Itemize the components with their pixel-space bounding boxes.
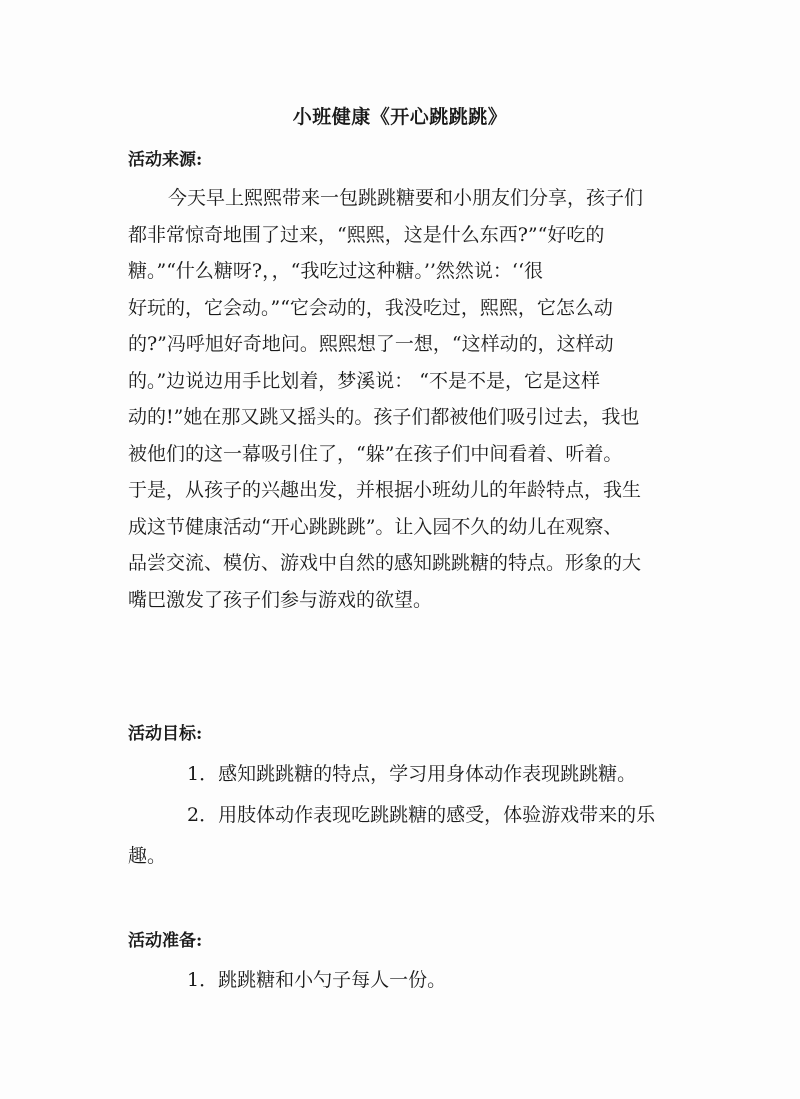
paragraph-line: 的。”边说边用手比划着，梦溪说： “不是不是，它是这样 — [128, 369, 600, 392]
prep-item-1 — [128, 962, 673, 998]
list-item-text: 1．跳跳糖和小勺子每人一份。 — [187, 969, 447, 991]
paragraph-line: 的?”冯呼旭好奇地问。熙熙想了一想，“这样动的，这样动 — [128, 333, 614, 355]
goal-item-2 — [128, 797, 673, 874]
paragraph-line: 今天早上熙熙带来一包跳跳糖要和小朋友们分享，孩子们 — [168, 187, 644, 209]
paragraph-line: 被他们的这一幕吸引住了，“躲”在孩子们中间看着、听着。 — [128, 442, 623, 465]
goal-item-1 — [128, 756, 673, 792]
section-heading-source: 活动来源: — [128, 150, 203, 170]
paragraph-line: 品尝交流、模仿、游戏中自然的感知跳跳糖的特点。形象的大 — [128, 552, 642, 574]
source-paragraph — [128, 180, 673, 618]
list-item-text: 趣。 — [128, 845, 167, 867]
paragraph-line: 于是，从孩子的兴趣出发，并根据小班幼儿的年龄特点，我生 — [128, 479, 642, 501]
paragraph-line: 好玩的，它会动。”“它会动的，我没吃过，熙熙，它怎么动 — [128, 296, 613, 319]
section-heading-goals: 活动目标: — [128, 724, 203, 744]
paragraph-line: 成这节健康活动“开心跳跳跳”。让入园不久的幼儿在观察、 — [128, 515, 623, 538]
paragraph-line: 都非常惊奇地围了过来，“熙熙，这是什么东西?”“好吃的 — [128, 223, 605, 246]
paragraph-line: 糖。”“什么糖呀?，，“我吃过这种糖。’’然然说：‘‘很 — [128, 260, 543, 282]
list-item-text: 1．感知跳跳糖的特点，学习用身体动作表现跳跳糖。 — [187, 763, 637, 785]
document-title: 小班健康《开心跳跳跳》 — [292, 106, 508, 128]
paragraph-line: 动的!”她在那又跳又摇头的。孩子们都被他们吸引过去，我也 — [128, 406, 640, 428]
paragraph-line: 嘴巴激发了孩子们参与游戏的欲望。 — [128, 588, 433, 611]
section-heading-prep: 活动准备: — [128, 931, 203, 951]
list-item-text: 2．用肢体动作表现吃跳跳糖的感受，体验游戏带来的乐 — [187, 804, 656, 826]
